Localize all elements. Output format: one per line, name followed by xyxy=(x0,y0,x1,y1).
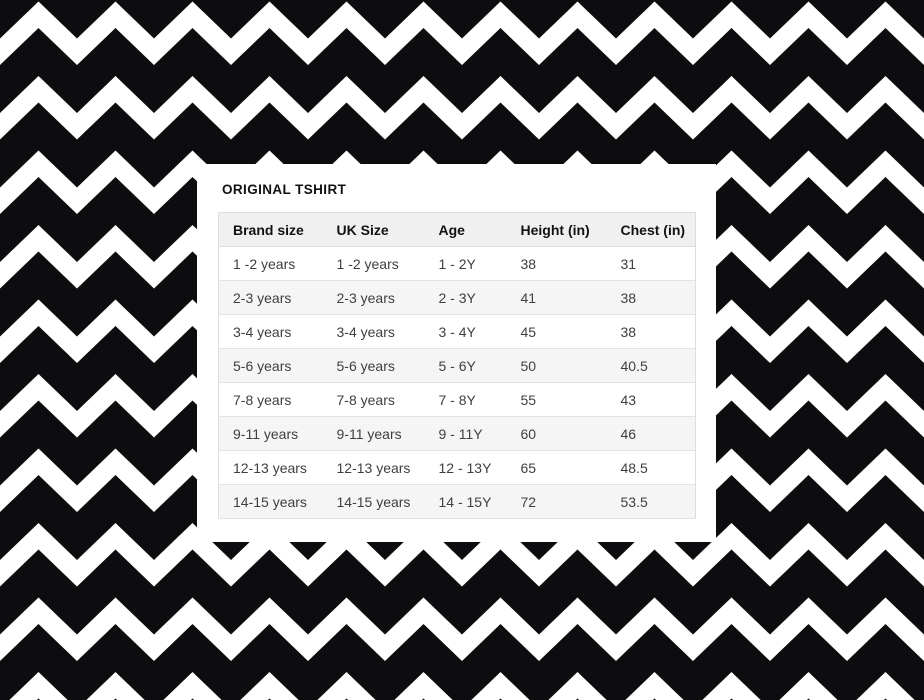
table-cell: 9-11 years xyxy=(219,417,323,451)
table-row xyxy=(219,281,696,315)
table-cell: 65 xyxy=(520,459,537,476)
header-row xyxy=(219,213,696,247)
table-cell: 38 xyxy=(607,281,696,315)
table-cell: 3 - 4Y xyxy=(438,323,476,340)
table-cell: 2 - 3Y xyxy=(425,281,507,315)
table-cell: 5 - 6Y xyxy=(425,349,507,383)
table-cell: 46 xyxy=(607,417,696,451)
table-row xyxy=(219,349,696,383)
table-cell: 3-4 years xyxy=(336,323,395,340)
table-cell: 72 xyxy=(507,485,607,519)
table-cell: 5-6 years xyxy=(323,349,425,383)
table-cell: 14 - 15Y xyxy=(425,485,507,519)
table-cell: 48.5 xyxy=(620,459,648,476)
table-cell: 9 - 11Y xyxy=(425,417,507,451)
table-cell: 50 xyxy=(507,349,607,383)
table-row xyxy=(219,451,696,485)
column-header: Chest (in) xyxy=(607,213,696,247)
table-cell: 40.5 xyxy=(607,349,696,383)
table-cell: 12-13 years xyxy=(336,459,411,476)
table-row xyxy=(219,417,696,451)
table-cell: 2-3 years xyxy=(323,281,425,315)
table-cell: 60 xyxy=(507,417,607,451)
table-cell: 12 - 13Y xyxy=(438,459,492,476)
table-cell: 3-4 years xyxy=(233,323,292,340)
table-row xyxy=(219,485,696,519)
size-table-header xyxy=(219,213,696,247)
table-cell: 38 xyxy=(520,255,537,272)
table-cell: 5-6 years xyxy=(219,349,323,383)
table-cell: 1 -2 years xyxy=(336,255,399,272)
table-cell: 1 -2 years xyxy=(233,255,296,272)
table-cell: 2-3 years xyxy=(219,281,323,315)
table-row xyxy=(219,315,696,349)
table-cell: 7 - 8Y xyxy=(438,391,476,408)
table-cell: 45 xyxy=(520,323,537,340)
table-cell: 43 xyxy=(620,391,637,408)
table-row xyxy=(219,383,696,417)
page-title: ORIGINAL TSHIRT xyxy=(222,182,347,197)
size-chart-panel xyxy=(197,164,716,542)
table-cell: 1 - 2Y xyxy=(438,255,476,272)
table-cell: 7-8 years xyxy=(233,391,292,408)
table-cell: 55 xyxy=(520,391,537,408)
column-header: UK Size xyxy=(323,213,425,247)
table-cell: 41 xyxy=(507,281,607,315)
table-cell: 14-15 years xyxy=(323,485,425,519)
column-header: Height (in) xyxy=(507,213,607,247)
table-cell: 31 xyxy=(620,255,637,272)
table-cell: 7-8 years xyxy=(336,391,395,408)
size-table-body xyxy=(219,247,696,519)
table-row xyxy=(219,247,696,281)
table-cell: 12-13 years xyxy=(233,459,307,476)
column-header: Age xyxy=(425,213,507,247)
table-cell: 53.5 xyxy=(607,485,696,519)
table-cell: 38 xyxy=(620,323,637,340)
table-cell: 9-11 years xyxy=(323,417,425,451)
size-table xyxy=(218,212,696,519)
table-cell: 14-15 years xyxy=(219,485,323,519)
column-header: Brand size xyxy=(219,213,323,247)
